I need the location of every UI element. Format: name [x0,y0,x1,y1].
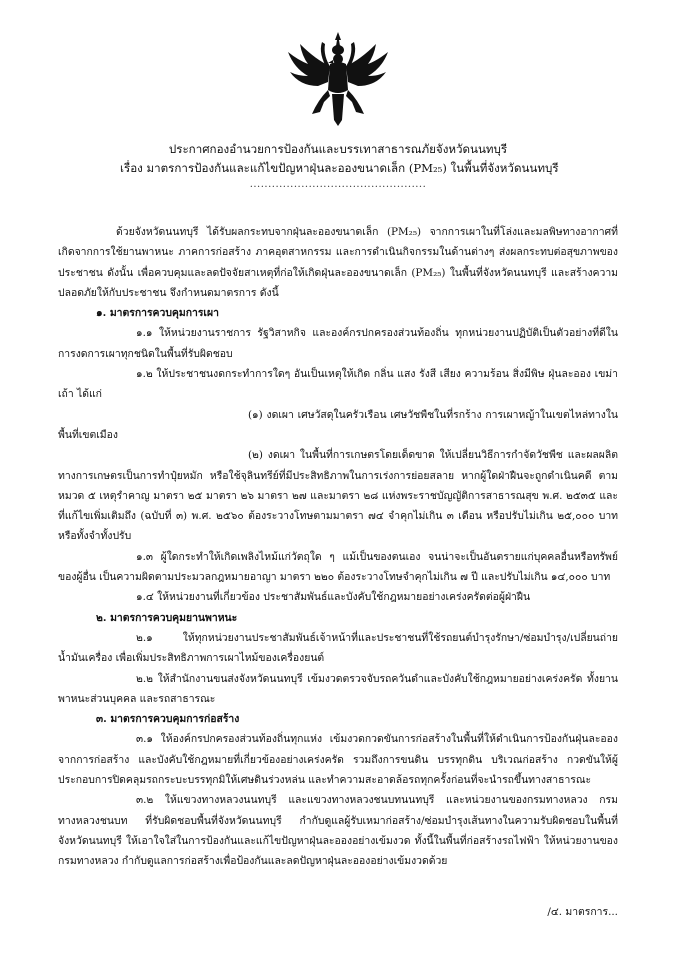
agency-title: ประกาศกองอำนวยการป้องกันและบรรเทาสาธารณภัยจังหวัดนนทบุรี [168,142,508,156]
section-3-title: ๓. มาตรการควบคุมการก่อสร้าง [96,713,240,726]
paragraph-2-1: ๒.๑ ให้ทุกหน่วยงานประชาสัมพันธ์เจ้าหน้าที่และประชาชนที่ใช้รถยนต์บำรุงรักษา/ซ่อมบำรุง/เปลี่ยนถ่ายน้ำมันเครื่อง เพื่อเพิ่มประสิทธิภาพการเผาไหม้ของเครื่องยนต์ [58,631,618,665]
paragraph-1-2-2: (๒) งดเผา ในพื้นที่การเกษตรโดยเด็ดขาด ให้เปลี่ยนวิธีการกำจัดวัชพืช และผลผลิตทางการเกษตรเป็นการทำปุ๋ยหมัก หรือใช้จุลินทรีย์ที่มีประสิทธิภาพในการเร่งการย่อยสลาย หากผู้ใดฝ่าฝืนจะถูกดำเนินคดี ตามหมวด ๕ เหตุรำคาญ มาตรา ๒๕ มาตรา ๒๖ มาตรา ๒๗ และมาตรา ๒๘ แห่งพระราชบัญญัติการสาธารณสุข พ.ศ. ๒๕๓๕ และที่แก้ไขเพิ่มเติมถึง (ฉบับที่ ๓) พ.ศ. ๒๕๖๐ ต้องระวางโทษตามมาตรา ๗๔ จำคุกไม่เกิน ๓ เดือน หรือปรับไม่เกิน ๒๕,๐๐๐ บาท หรือทั้งจำทั้งปรับ [58,449,618,543]
paragraph-1-2: ๑.๒ ให้ประชาชนงดกระทำการใดๆ อันเป็นเหตุให้เกิด กลิ่น แสง รังสี เสียง ความร้อน สิ่งมีพิษ ฝุ่นละออง เขม่า เถ้า ได้แก่ [58,368,618,401]
section-1-title: ๑. มาตรการควบคุมการเผา [96,307,219,320]
document-body [58,222,618,872]
paragraph-2-2: ๒.๒ ให้สำนักงานขนส่งจังหวัดนนทบุรี เข้มงวดตรวจจับรถควันดำและบังคับใช้กฎหมายอย่างเคร่งครัด ทั้งยานพาหนะส่วนบุคคล และรถสาธารณะ [58,672,618,705]
paragraph-1-1: ๑.๑ ให้หน่วยงานราชการ รัฐวิสาหกิจ และองค์กรปกครองส่วนท้องถิ่น ทุกหน่วยงานปฏิบัติเป็นตัวอย่างที่ดีในการงดการเผาทุกชนิดในพื้นที่รับผิดชอบ [58,327,618,360]
document-header [58,140,618,190]
paragraph-1-3: ๑.๓ ผู้ใดกระทำให้เกิดเพลิงไหม้แก่วัตถุใด ๆ แม้เป็นของตนเอง จนน่าจะเป็นอันตรายแก่บุคคลอื่นหรือทรัพย์ของผู้อื่น เป็นความผิดตามประมวลกฎหมายอาญา มาตรา ๒๒๐ ต้องระวางโทษจำคุกไม่เกิน ๗ ปี และปรับไม่เกิน ๑๔,๐๐๐ บาท [58,550,618,584]
subject-line: เรื่อง มาตรการป้องกันและแก้ไขปัญหาฝุ่นละอองขนาดเล็ก (PM₂₅) ในพื้นที่จังหวัดนนทบุรี [120,161,559,175]
paragraph-1-2-1: (๑) งดเผา เศษวัสดุในครัวเรือน เศษวัชพืชในที่รกร้าง การเผาหญ้าในเขตไหล่ทางในพื้นที่เขตเมือง [58,408,618,441]
intro-paragraph: ด้วยจังหวัดนนทบุรี ได้รับผลกระทบจากฝุ่นละอองขนาดเล็ก (PM₂₅) จากการเผาในที่โล่งและมลพิษทางอากาศที่เกิดจากการใช้ยานพาหนะ ภาคการก่อสร้าง ภาคอุตสาหกรรม และการดำเนินกิจกรรมในด้านต่างๆ ส่งผลกระทบต่อสุขภาพของประชาชน ดังนั้น เพื่อควบคุมและลดปัจจัยสาเหตุที่ก่อให้เกิดฝุ่นละอองขนาดเล็ก (PM₂₅) ในพื้นที่จังหวัดนนทบุรี และสร้างความปลอดภัยให้กับประชาชน จึงกำหนดมาตรการ ดังนี้ [58,226,618,299]
garuda-emblem-icon [278,30,398,128]
paragraph-1-4: ๑.๔ ให้หน่วยงานที่เกี่ยวข้อง ประชาสัมพันธ์และบังคับใช้กฎหมายอย่างเคร่งครัดต่อผู้ฝ่าฝืน [136,591,531,604]
separator-dots: ................................................ [249,179,427,190]
continuation-note: /๔. มาตรการ... [547,906,618,918]
paragraph-3-1: ๓.๑ ให้องค์กรปกครองส่วนท้องถิ่นทุกแห่ง เข้มงวดกวดขันการก่อสร้างในพื้นที่ให้ดำเนินการป้องกันฝุ่นละอองจากการก่อสร้าง และบังคับใช้กฎหมายที่เกี่ยวข้องอย่างเคร่งครัด รวมถึงการขนดิน บรรทุกดิน บริเวณก่อสร้าง กวดขันให้ผู้ประกอบการปิดคลุมรถกระบะบรรทุกมิให้เศษดินร่วงหล่น และทำความสะอาดล้อรถทุกครั้งก่อนที่จะนำรถขึ้นทางสาธารณะ [58,733,618,787]
garuda-emblem [58,30,618,128]
section-2-title: ๒. มาตรการควบคุมยานพาหนะ [96,611,238,624]
paragraph-3-2: ๓.๒ ให้แขวงทางหลวงนนทบุรี และแขวงทางหลวงชนบทนนทบุรี และหน่วยงานของกรมทางหลวง กรมทางหลวงชนบท ที่รับผิดชอบพื้นที่จังหวัดนนทบุรี กำกับดูแลผู้รับเหมาก่อสร้าง/ซ่อมบำรุงเส้นทางในความรับผิดชอบในพื้นที่จังหวัดนนทบุรี ให้เอาใจใส่ในการป้องกันและแก้ไขปัญหาฝุ่นละอองอย่างเข้มงวด ทั้งนี้ในพื้นที่ก่อสร้างรถไฟฟ้า ให้หน่วยงานของกรมทางหลวง กำกับดูแลการก่อสร้างเพื่อป้องกันและลดปัญหาฝุ่นละอองอย่างเข้มงวดด้วย [58,794,618,868]
